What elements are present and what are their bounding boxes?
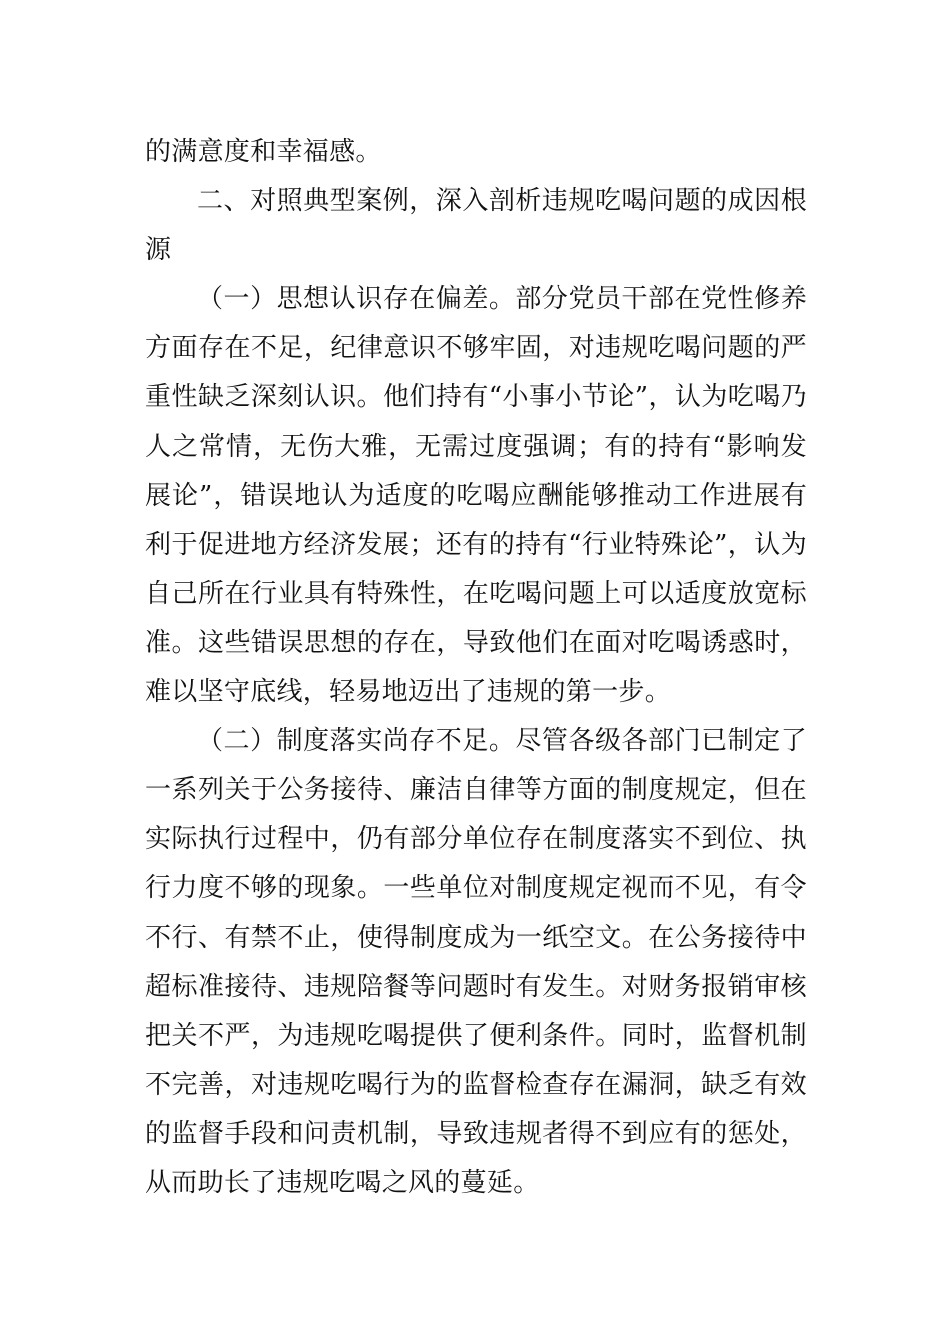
section-heading-2: 二、对照典型案例，深入剖析违规吃喝问题的成因根源 — [145, 186, 807, 266]
paragraph-continuation: 的满意度和幸福感。 — [145, 137, 382, 167]
paragraph-ideological-deviation: （一）思想认识存在偏差。部分党员干部在党性修养方面存在不足，纪律意识不够牢固，对违规吃喝问题的严重性缺乏深刻认识。他们持有“小事小节论”，认为吃喝乃人之常情，无伤大雅，无需过度强调；有的持有“影响发展论”，错误地认为适度的吃喝应酬能够推动工作进展有利于促进地方经济发展；还有的持有“行业特殊论”，认为自己所在行业具有特殊性，在吃喝问题上可以适度放宽标准。这些错误思想的存在，导致他们在面对吃喝诱惑时，难以坚守底线，轻易地迈出了违规的第一步。 — [145, 284, 807, 708]
document-body — [145, 128, 807, 1208]
paragraph-system-implementation: （二）制度落实尚存不足。尽管各级各部门已制定了一系列关于公务接待、廉洁自律等方面的制度规定，但在实际执行过程中，仍有部分单位存在制度落实不到位、执行力度不够的现象。一些单位对制度规定视而不见，有令不行、有禁不止，使得制度成为一纸空文。在公务接待中超标准接待、违规陪餐等问题时有发生。对财务报销审核把关不严，为违规吃喝提供了便利条件。同时，监督机制不完善，对违规吃喝行为的监督检查存在漏洞，缺乏有效的监督手段和问责机制，导致违规者得不到应有的惩处，从而助长了违规吃喝之风的蔓延。 — [145, 726, 807, 1198]
